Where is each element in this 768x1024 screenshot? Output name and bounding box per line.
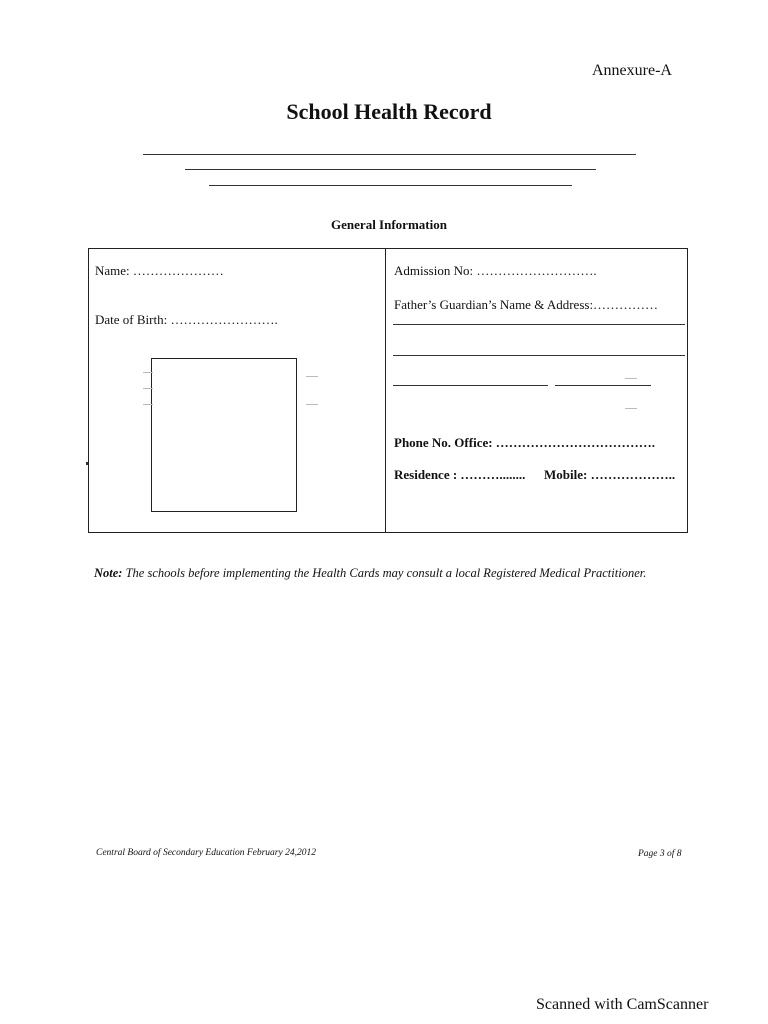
name-field[interactable]: Name: ………………… xyxy=(95,263,224,278)
note-label: Note: xyxy=(94,566,123,580)
mobile-field[interactable]: Mobile: ……………….. xyxy=(544,467,676,482)
residence-field[interactable]: Residence : ………........ xyxy=(394,467,526,482)
scan-speck xyxy=(625,378,637,379)
footer-source: Central Board of Secondary Education February 24,2012 xyxy=(96,848,316,858)
guardian-field[interactable]: Father’s Guardian’s Name & Address:…………… xyxy=(394,297,659,312)
photo-box[interactable] xyxy=(151,358,297,512)
note-text xyxy=(94,566,694,581)
page-title: School Health Record xyxy=(286,99,492,124)
annexure-label: Annexure-A xyxy=(592,62,672,79)
address-line-3b[interactable] xyxy=(555,385,651,386)
header-rule-2 xyxy=(185,169,596,170)
scan-speck xyxy=(306,376,318,377)
note-body: The schools before implementing the Health Cards may consult a local Registered Medical Practitioner. xyxy=(122,566,647,580)
header-rule-3 xyxy=(209,185,572,186)
address-line-3a[interactable] xyxy=(393,385,548,386)
scan-speck xyxy=(306,404,318,405)
scan-speck xyxy=(143,404,153,405)
admission-no-field[interactable]: Admission No: ………………………. xyxy=(394,263,597,278)
scan-speck xyxy=(143,372,153,373)
address-line-1[interactable] xyxy=(393,324,685,325)
scanner-watermark: Scanned with CamScanner xyxy=(536,996,709,1013)
address-line-2[interactable] xyxy=(393,355,685,356)
general-information-form xyxy=(88,248,688,533)
form-divider xyxy=(385,249,386,532)
scan-speck xyxy=(86,462,88,465)
section-heading: General Information xyxy=(331,217,447,232)
footer-page-number: Page 3 of 8 xyxy=(638,849,682,859)
date-of-birth-field[interactable]: Date of Birth: ……………………. xyxy=(95,312,278,327)
header-rule-1 xyxy=(143,154,636,155)
phone-office-field[interactable]: Phone No. Office: ………………………………. xyxy=(394,435,656,450)
scan-speck xyxy=(625,408,637,409)
scan-speck xyxy=(143,388,153,389)
